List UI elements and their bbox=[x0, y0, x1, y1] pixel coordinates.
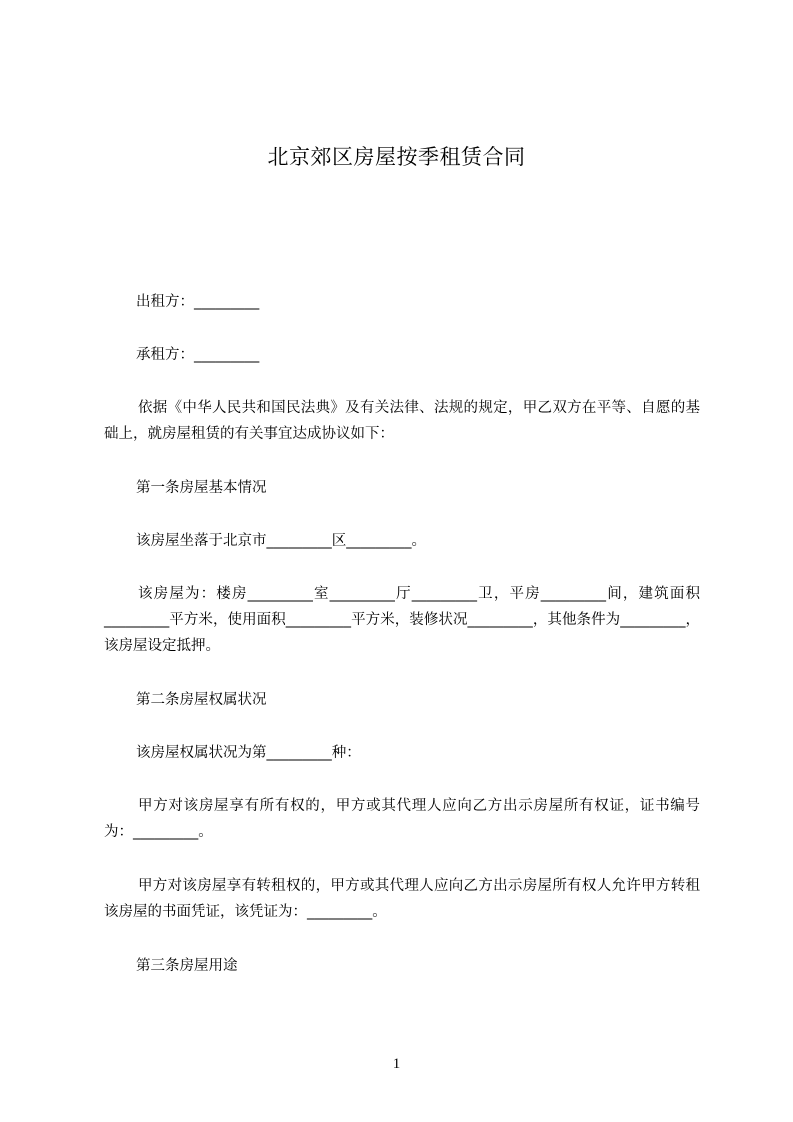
ownership-option-1-paragraph: 甲方对该房屋享有所有权的，甲方或其代理人应向乙方出示房屋所有权证，证书编号为：_________。 bbox=[104, 798, 700, 840]
article-3-heading: 第三条房屋用途 bbox=[136, 958, 238, 974]
description-paragraph: 该房屋为：楼房_________室_________厅_________卫，平房_________间，建筑面积_________平方米，使用面积_________平方米，装修状况_________，其他条件为_________，该房屋设定抵押。 bbox=[104, 586, 700, 654]
article-1-heading: 第一条房屋基本情况 bbox=[136, 480, 267, 496]
ownership-type-paragraph: 该房屋权属状况为第_________种： bbox=[136, 745, 361, 761]
lessee-line: 承租方：_________ bbox=[136, 347, 260, 363]
document-title: 北京郊区房屋按季租赁合同 bbox=[267, 145, 526, 169]
location-paragraph: 该房屋坐落于北京市_________区_________。 bbox=[136, 533, 426, 549]
lessor-line: 出租方：_________ bbox=[136, 294, 260, 310]
ownership-option-2-paragraph: 甲方对该房屋享有转租权的，甲方或其代理人应向乙方出示房屋所有权人允许甲方转租该房屋的书面凭证，该凭证为：_________。 bbox=[104, 878, 700, 920]
preamble-paragraph: 依据《中华人民共和国民法典》及有关法律、法规的规定，甲乙双方在平等、自愿的基础上，就房屋租赁的有关事宜达成协议如下： bbox=[104, 400, 700, 442]
article-2-heading: 第二条房屋权属状况 bbox=[136, 692, 267, 708]
page-number: 1 bbox=[392, 1056, 401, 1072]
